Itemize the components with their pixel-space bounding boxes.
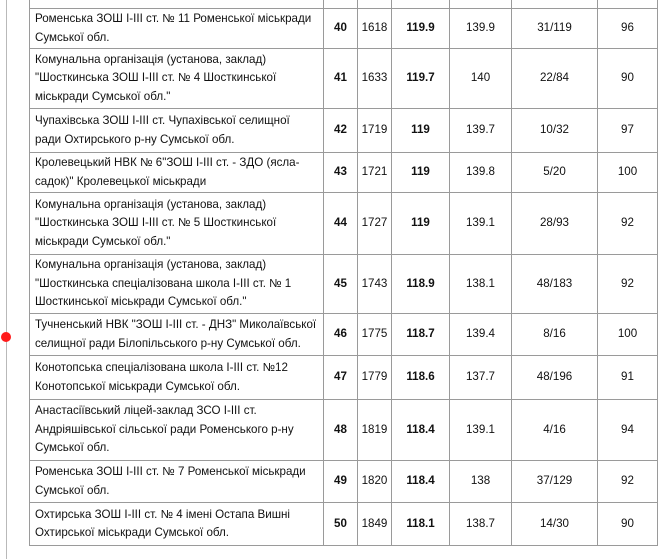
ratio-cell: 10/32 (512, 109, 598, 153)
code-cell: 1719 (358, 109, 392, 153)
school-name-cell: Комунальна організація (установа, заклад) "Шосткинська спеціалізована школа І-ІІІ ст. № 1 Шосткинської міськради Сумської обл." (30, 255, 324, 314)
code-cell: 1727 (358, 193, 392, 255)
average-cell: 139.1 (450, 193, 512, 255)
code-cell: 1820 (358, 461, 392, 503)
table-row (30, 109, 658, 153)
school-name-cell: Чупахівська ЗОШ І-ІІІ ст. Чупахівської селищної ради Охтирського р-ну Сумської обл. (30, 109, 324, 153)
ratio-cell: 48/196 (512, 356, 598, 400)
school-name-cell: Тучненський НВК "ЗОШ І-ІІІ ст. - ДНЗ" Миколаївської селищної ради Білопільського р-ну Сумської обл. (30, 314, 324, 356)
rank-cell: 41 (324, 49, 358, 109)
average-cell: 140 (450, 49, 512, 109)
school-name-cell: Анастасіївський ліцей-заклад ЗСО І-ІІІ ст. Андріяшівської сільської ради Роменського р-ну Сумської обл. (30, 400, 324, 461)
ratio-cell: 8/16 (512, 314, 598, 356)
table-row (30, 356, 658, 400)
school-name-cell: Комунальна організація (установа, заклад) "Шосткинська ЗОШ І-ІІІ ст. № 5 Шосткинської міськради Сумської обл." (30, 193, 324, 255)
percent-cell: 97 (598, 109, 658, 153)
rank-cell: 48 (324, 400, 358, 461)
ratio-cell: 14/30 (512, 503, 598, 546)
average-cell: 138 (450, 461, 512, 503)
ratio-cell: 22/84 (512, 49, 598, 109)
percent-cell: 92 (598, 193, 658, 255)
percent-cell: 96 (598, 9, 658, 49)
average-cell: 139.4 (450, 314, 512, 356)
score-cell: 118.6 (392, 356, 450, 400)
school-name-cell: Охтирська ЗОШ І-ІІІ ст. № 4 імені Остапа Вишні Охтирської міськради Сумської обл. (30, 503, 324, 546)
score-cell: 118.1 (392, 503, 450, 546)
timeline-rail (0, 0, 12, 559)
score-cell: 119.7 (392, 49, 450, 109)
table-row (30, 193, 658, 255)
ratio-cell: 5/20 (512, 153, 598, 193)
ratio-cell: 37/129 (512, 461, 598, 503)
table-row (30, 461, 658, 503)
average-cell: 139.8 (450, 153, 512, 193)
score-cell: 119 (392, 193, 450, 255)
ratio-cell: 31/119 (512, 9, 598, 49)
timeline-marker-dot (1, 332, 11, 342)
rank-cell: 50 (324, 503, 358, 546)
code-cell: 1743 (358, 255, 392, 314)
average-cell: 138.7 (450, 503, 512, 546)
score-cell: 119 (392, 109, 450, 153)
code-cell: 1721 (358, 153, 392, 193)
timeline-line (6, 0, 7, 559)
table-row (30, 153, 658, 193)
table-row (30, 255, 658, 314)
percent-cell: 92 (598, 255, 658, 314)
percent-cell: 90 (598, 503, 658, 546)
score-cell: 118.7 (392, 314, 450, 356)
average-cell: 138.1 (450, 255, 512, 314)
rank-cell: 42 (324, 109, 358, 153)
school-name-cell: Кролевецький НВК № 6"ЗОШ І-ІІІ ст. - ЗДО (ясла-садок)" Кролевецької міськради (30, 153, 324, 193)
rank-cell: 47 (324, 356, 358, 400)
rank-cell: 43 (324, 153, 358, 193)
percent-cell: 100 (598, 153, 658, 193)
code-cell: 1849 (358, 503, 392, 546)
school-name-cell: Комунальна організація (установа, заклад) "Шосткинська ЗОШ І-ІІІ ст. № 4 Шосткинської міськради Сумської обл." (30, 49, 324, 109)
ratio-cell: 48/183 (512, 255, 598, 314)
table-row (30, 9, 658, 49)
table-row (30, 49, 658, 109)
score-cell: 118.4 (392, 461, 450, 503)
school-ranking-table (29, 0, 658, 546)
percent-cell: 91 (598, 356, 658, 400)
table-row (30, 314, 658, 356)
code-cell: 1779 (358, 356, 392, 400)
average-cell: 137.7 (450, 356, 512, 400)
percent-cell: 100 (598, 314, 658, 356)
school-name-cell: Роменська ЗОШ І-ІІІ ст. № 11 Роменської міськради Сумської обл. (30, 9, 324, 49)
rank-cell: 40 (324, 9, 358, 49)
rank-cell: 49 (324, 461, 358, 503)
score-cell: 119.9 (392, 9, 450, 49)
average-cell: 139.7 (450, 109, 512, 153)
average-cell: 139.1 (450, 400, 512, 461)
school-name-cell: Роменська ЗОШ І-ІІІ ст. № 7 Роменської міськради Сумської обл. (30, 461, 324, 503)
score-cell: 118.4 (392, 400, 450, 461)
table-row (30, 400, 658, 461)
rank-cell: 46 (324, 314, 358, 356)
percent-cell: 92 (598, 461, 658, 503)
score-cell: 119 (392, 153, 450, 193)
code-cell: 1618 (358, 9, 392, 49)
code-cell: 1633 (358, 49, 392, 109)
percent-cell: 94 (598, 400, 658, 461)
ratio-cell: 4/16 (512, 400, 598, 461)
table-row-partial-top (30, 0, 658, 9)
rank-cell: 44 (324, 193, 358, 255)
average-cell: 139.9 (450, 9, 512, 49)
code-cell: 1819 (358, 400, 392, 461)
school-name-cell: Конотопська спеціалізована школа І-ІІІ ст. №12 Конотопської міськради Сумської обл. (30, 356, 324, 400)
percent-cell: 90 (598, 49, 658, 109)
table-row (30, 503, 658, 546)
ratio-cell: 28/93 (512, 193, 598, 255)
score-cell: 118.9 (392, 255, 450, 314)
code-cell: 1775 (358, 314, 392, 356)
rank-cell: 45 (324, 255, 358, 314)
